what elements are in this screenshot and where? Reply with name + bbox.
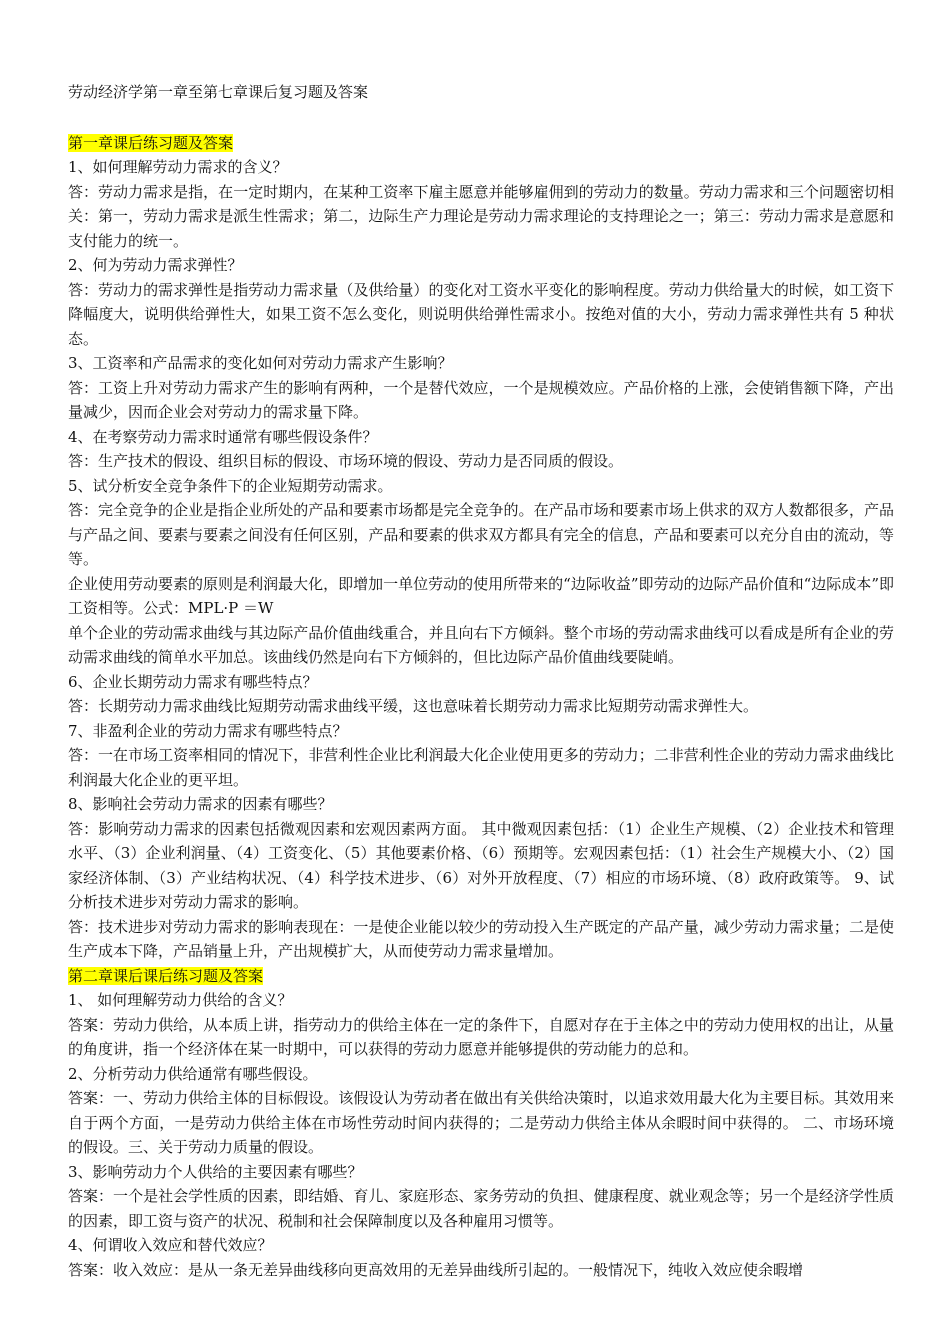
question-paragraph: 1、 如何理解劳动力供给的含义？ bbox=[68, 991, 293, 1009]
answer-paragraph: 答案：一个是社会学性质的因素，即结婚、育儿、家庭形态、家务劳动的负担、健康程度、就业观念等；另一个是经济学性质的因素，即工资与资产的状况、税制和社会保障制度以及各种雇用习惯等。 bbox=[68, 1187, 894, 1230]
answer-paragraph: 答：一在市场工资率相同的情况下，非营利性企业比利润最大化企业使用更多的劳动力；二非营利性企业的劳动力需求曲线比利润最大化企业的更平坦。 bbox=[68, 746, 894, 789]
question-paragraph: 2、何为劳动力需求弹性？ bbox=[68, 256, 243, 274]
question-paragraph: 3、工资率和产品需求的变化如何对劳动力需求产生影响？ bbox=[68, 354, 453, 372]
section-heading-text: 第一章课后练习题及答案 bbox=[68, 133, 234, 152]
question-paragraph: 1、如何理解劳动力需求的含义？ bbox=[68, 158, 288, 176]
answer-paragraph: 答：劳动力的需求弹性是指劳动力需求量（及供给量）的变化对工资水平变化的影响程度。劳动力供给量大的时候，如工资下降幅度大，说明供给弹性大，如果工资不怎么变化，则说明供给弹性需求小。按绝对值的大小，劳动力需求弹性共有 5 种状态。 bbox=[68, 280, 894, 348]
answer-paragraph: 答：生产技术的假设、组织目标的假设、市场环境的假设、劳动力是否同质的假设。 bbox=[68, 452, 624, 470]
answer-paragraph: 答：工资上升对劳动力需求产生的影响有两种，一个是替代效应，一个是规模效应。产品价格的上涨，会使销售额下降，产出量减少，因而企业会对劳动力的需求量下降。 bbox=[68, 378, 894, 421]
answer-paragraph: 答：完全竞争的企业是指企业所处的产品和要素市场都是完全竞争的。在产品市场和要素市场上供求的双方人数都很多，产品与产品之间、要素与要素之间没有任何区别，产品和要素的供求双方都具有完全的信息，产品和要素可以充分自由的流动，等等。 bbox=[68, 501, 894, 568]
answer-paragraph: 企业使用劳动要素的原则是利润最大化，即增加一单位劳动的使用所带来的“边际收益”即劳动的边际产品价值和“边际成本”即工资相等。公式：MPL·P ＝W bbox=[68, 574, 894, 617]
question-paragraph: 2、分析劳动力供给通常有哪些假设。 bbox=[68, 1064, 318, 1083]
question-paragraph: 7、非盈利企业的劳动力需求有哪些特点？ bbox=[68, 721, 348, 740]
question-paragraph: 3、影响劳动力个人供给的主要因素有哪些？ bbox=[68, 1162, 363, 1181]
question-paragraph: 4、在考察劳动力需求时通常有哪些假设条件？ bbox=[68, 427, 378, 446]
answer-paragraph: 答案：劳动力供给，从本质上讲，指劳动力的供给主体在一定的条件下，自愿对存在于主体之中的劳动力使用权的出让，从量的角度讲，指一个经济体在某一时期中，可以获得的劳动力愿意并能够提供的劳动能力的总和。 bbox=[68, 1015, 894, 1058]
section-heading bbox=[68, 131, 894, 156]
answer-paragraph: 答：劳动力需求是指，在一定时期内，在某种工资率下雇主愿意并能够雇佣到的劳动力的数量。劳动力需求和三个问题密切相关：第一，劳动力需求是派生性需求；第二，边际生产力理论是劳动力需求理论的支持理论之一；第三：劳动力需求是意愿和支付能力的统一。 bbox=[68, 182, 894, 250]
answer-paragraph: 答：技术进步对劳动力需求的影响表现在：一是使企业能以较少的劳动投入生产既定的产品产量，减少劳动力需求量；二是使生产成本下降，产品销量上升，产出规模扩大，从而使劳动力需求量增加。 bbox=[68, 917, 894, 960]
answer-paragraph: 答案：收入效应：是从一条无差异曲线移向更高效用的无差异曲线所引起的。一般情况下，纯收入效应使余暇增 bbox=[68, 1260, 804, 1279]
answer-paragraph: 答：长期劳动力需求曲线比短期劳动需求曲线平缓，这也意味着长期劳动力需求比短期劳动需求弹性大。 bbox=[68, 697, 759, 715]
section-heading bbox=[68, 964, 894, 989]
document-body bbox=[68, 131, 894, 1283]
document-page bbox=[68, 80, 894, 1282]
question-paragraph: 5、试分析安全竞争条件下的企业短期劳动需求。 bbox=[68, 476, 393, 495]
answer-paragraph: 答：影响劳动力需求的因素包括微观因素和宏观因素两方面。 其中微观因素包括：（1）企业生产规模、（2）企业技术和管理水平、（3）企业利润量、（4）工资变化、（5）其他要素价格、（6）预期等。宏观因素包括：（1）社会生产规模大小、（2）国家经济体制、（3）产业结构状况、（4）科学技术进步、（6）对外开放程度、（7）相应的市场环境、（8）政府政策等。 9、试分析技术进步对劳动力需求的影响。 bbox=[68, 819, 894, 911]
section-heading-text: 第二章课后课后练习题及答案 bbox=[68, 966, 264, 985]
document-title: 劳动经济学第一章至第七章课后复习题及答案 bbox=[68, 83, 369, 101]
question-paragraph: 6、企业长期劳动力需求有哪些特点？ bbox=[68, 672, 318, 691]
question-paragraph: 4、何谓收入效应和替代效应？ bbox=[68, 1236, 273, 1254]
question-paragraph: 8、影响社会劳动力需求的因素有哪些？ bbox=[68, 795, 333, 813]
answer-paragraph: 答案：一、劳动力供给主体的目标假设。该假设认为劳动者在做出有关供给决策时，以追求效用最大化为主要目标。其效用来自于两个方面，一是劳动力供给主体在市场性劳动时间内获得的；二是劳动力供给主体从余暇时间中获得的。 二、市场环境的假设。三、关于劳动力质量的假设。 bbox=[68, 1089, 894, 1156]
answer-paragraph: 单个企业的劳动需求曲线与其边际产品价值曲线重合，并且向右下方倾斜。整个市场的劳动需求曲线可以看成是所有企业的劳动需求曲线的简单水平加总。该曲线仍然是向右下方倾斜的，但比边际产品价值曲线要陡峭。 bbox=[68, 623, 894, 666]
